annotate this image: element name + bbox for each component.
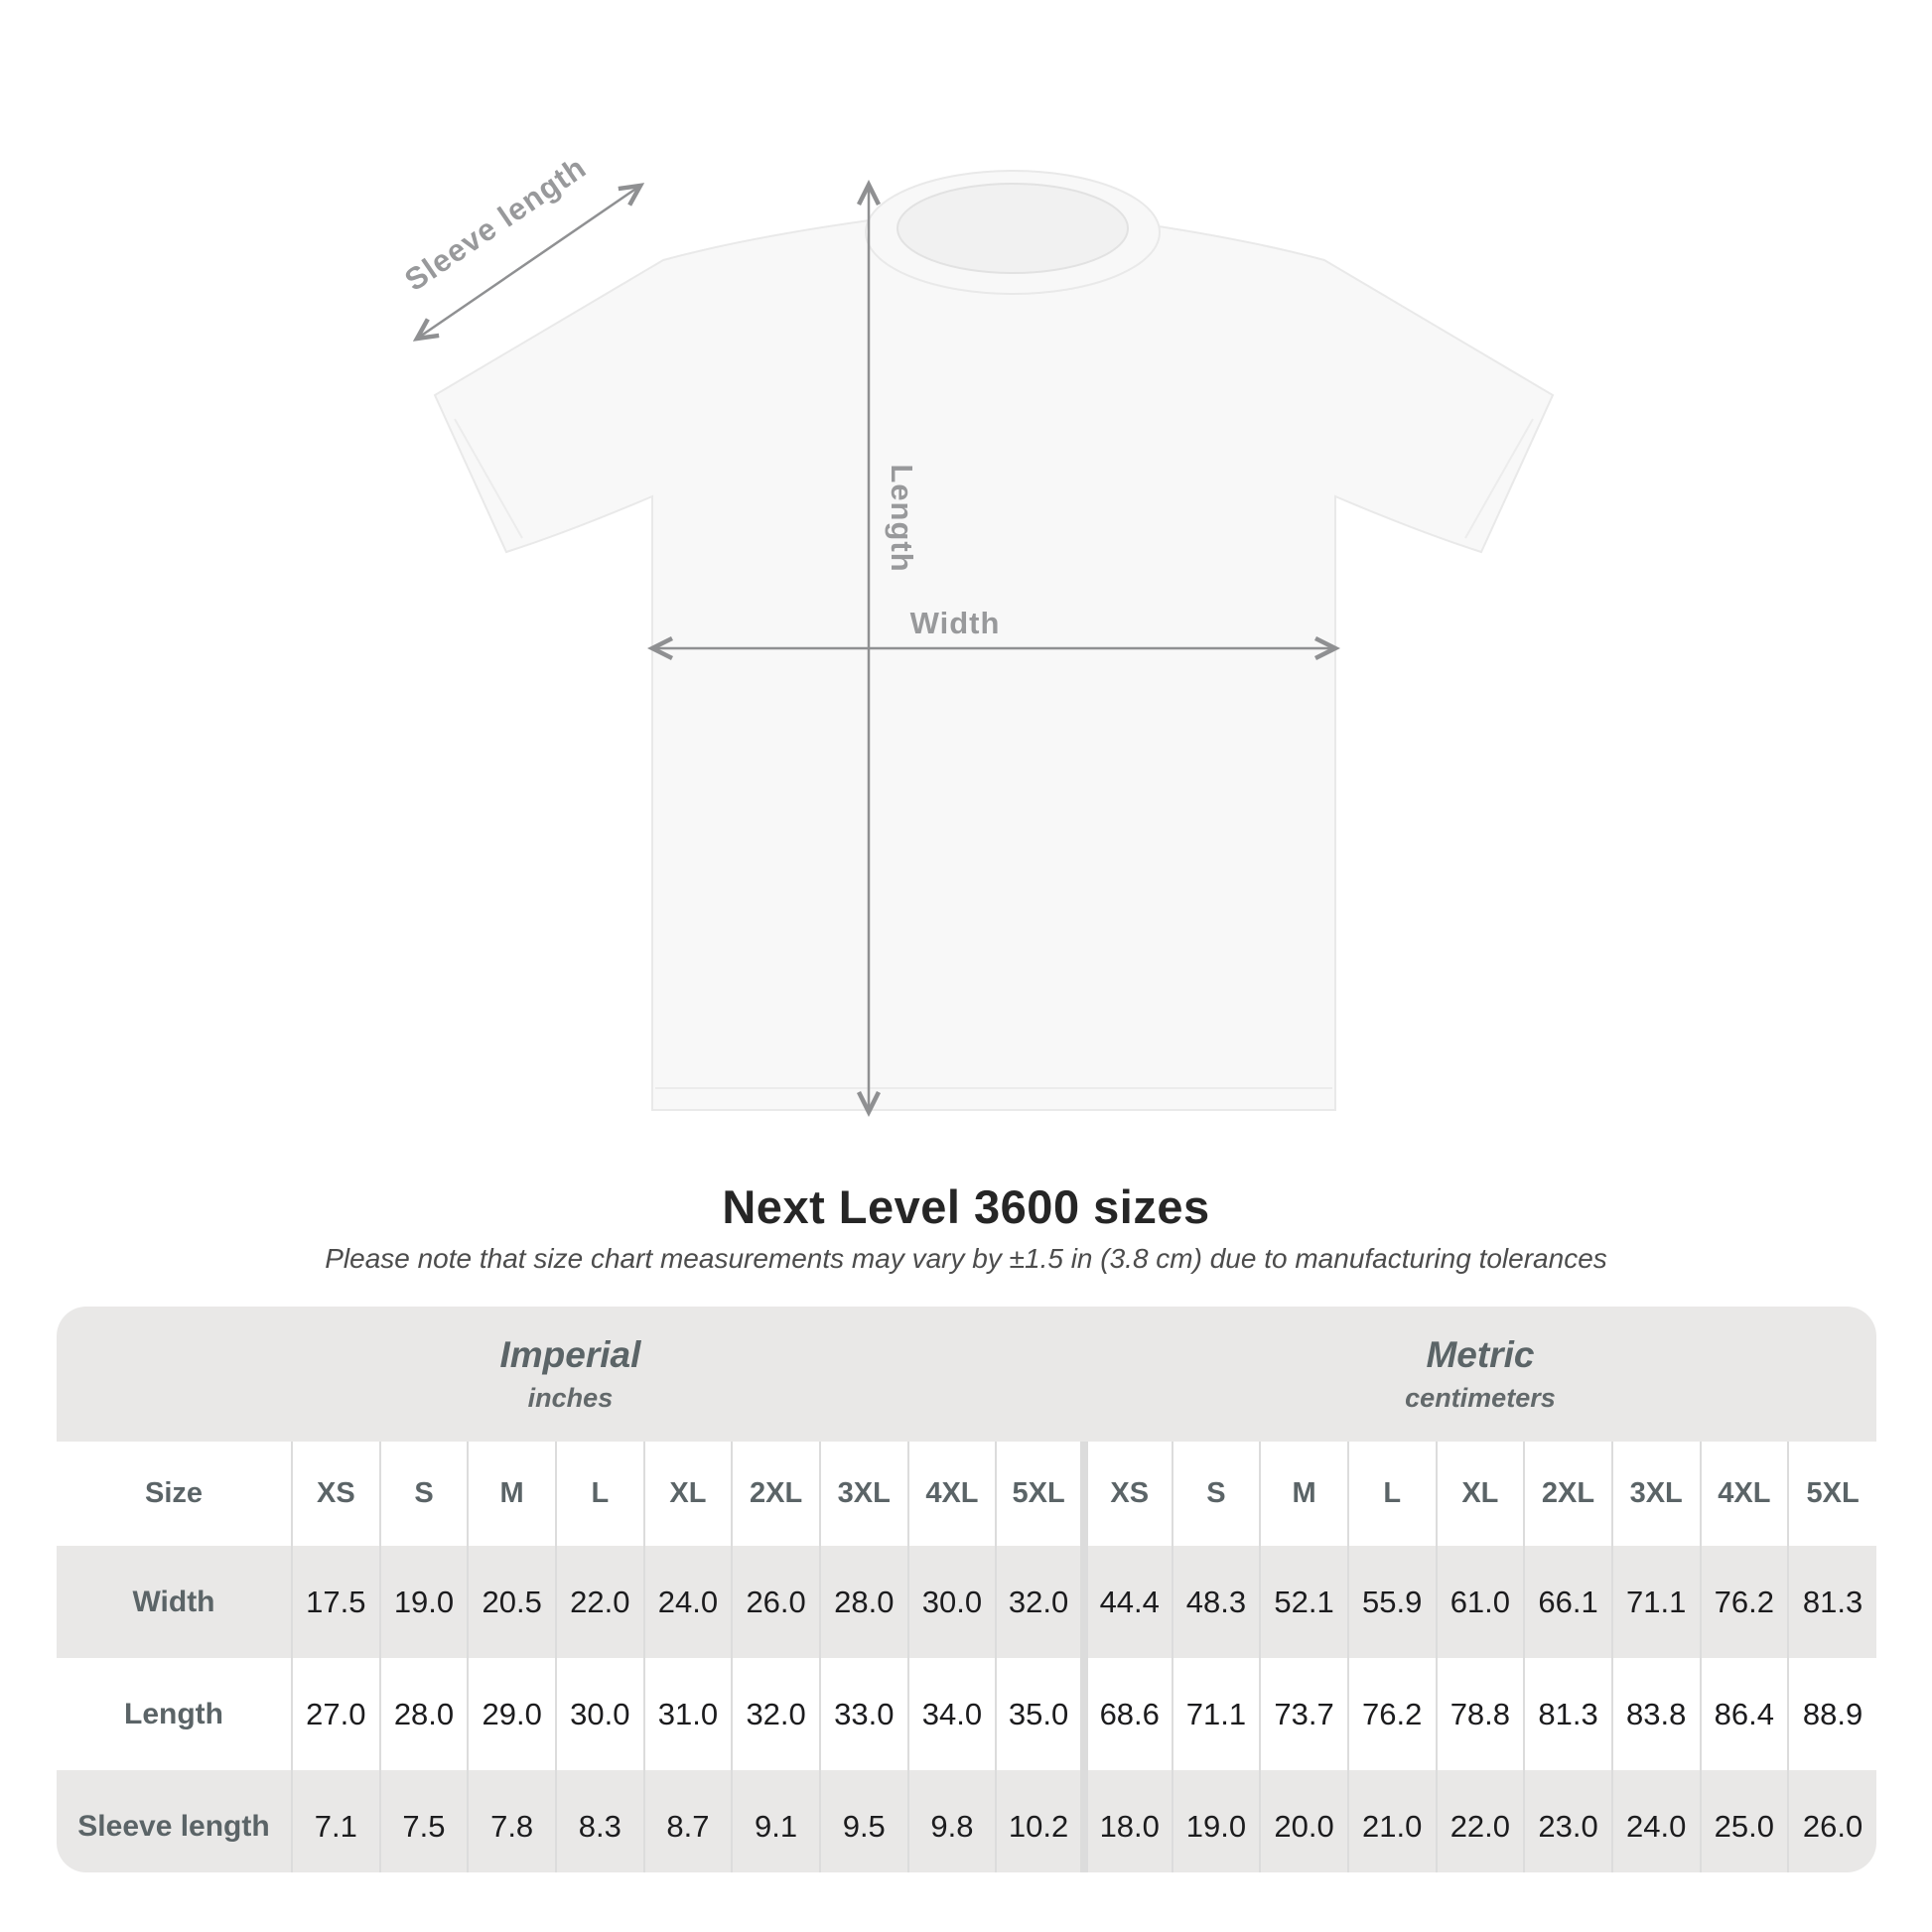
measurement-cell: 55.9: [1348, 1546, 1437, 1658]
width-label: Width: [909, 606, 1001, 640]
measurement-cell: 88.9: [1788, 1658, 1876, 1770]
size-column-header-imperial: XS: [292, 1442, 380, 1546]
size-header-row: [57, 1442, 1876, 1546]
tshirt-graphic: [435, 171, 1553, 1110]
measurement-cell: 9.5: [820, 1770, 908, 1872]
size-table: [57, 1307, 1876, 1872]
measurement-cell: 20.5: [468, 1546, 556, 1658]
size-column-header-imperial: XL: [644, 1442, 733, 1546]
measurement-cell: 25.0: [1701, 1770, 1789, 1872]
unit-group-header-row: [57, 1307, 1876, 1442]
measurement-cell: 68.6: [1084, 1658, 1173, 1770]
size-chart-table: [57, 1307, 1876, 1872]
measurement-cell: 32.0: [996, 1546, 1084, 1658]
unit-group-header-imperial: [57, 1307, 1084, 1442]
size-column-header-metric: L: [1348, 1442, 1437, 1546]
imperial-group-label: Imperial: [499, 1334, 641, 1376]
measurement-cell: 52.1: [1260, 1546, 1348, 1658]
size-column-header-imperial: 2XL: [732, 1442, 820, 1546]
page-title: Next Level 3600 sizes: [722, 1180, 1210, 1233]
measurement-cell: 29.0: [468, 1658, 556, 1770]
metric-unit-label: centimeters: [1405, 1382, 1556, 1413]
measurement-cell: 66.1: [1524, 1546, 1612, 1658]
measurement-cell: 20.0: [1260, 1770, 1348, 1872]
length-label: Length: [885, 464, 919, 573]
measurement-cell: 83.8: [1612, 1658, 1701, 1770]
measurement-cell: 22.0: [1437, 1770, 1525, 1872]
imperial-unit-label: inches: [527, 1382, 614, 1413]
measurement-cell: 33.0: [820, 1658, 908, 1770]
measurement-cell: 61.0: [1437, 1546, 1525, 1658]
measurement-cell: 8.3: [556, 1770, 644, 1872]
size-column-header-imperial: 4XL: [908, 1442, 997, 1546]
measurement-cell: 71.1: [1173, 1658, 1261, 1770]
measurement-cell: 23.0: [1524, 1770, 1612, 1872]
size-column-header-metric: 5XL: [1788, 1442, 1876, 1546]
size-column-header-metric: 4XL: [1701, 1442, 1789, 1546]
measurement-cell: 7.5: [380, 1770, 469, 1872]
measurement-cell: 19.0: [1173, 1770, 1261, 1872]
row-label: Sleeve length: [77, 1809, 270, 1843]
measurement-cell: 8.7: [644, 1770, 733, 1872]
metric-group-label: Metric: [1426, 1334, 1535, 1376]
measurement-cell: 7.8: [468, 1770, 556, 1872]
size-column-header-metric: XS: [1084, 1442, 1173, 1546]
size-row-header: Size: [57, 1442, 292, 1546]
measurement-cell: 10.2: [996, 1770, 1084, 1872]
measurement-cell: 86.4: [1701, 1658, 1789, 1770]
size-column-header-metric: 3XL: [1612, 1442, 1701, 1546]
measurement-cell: 81.3: [1788, 1546, 1876, 1658]
size-column-header-metric: 2XL: [1524, 1442, 1612, 1546]
measurement-cell: 26.0: [732, 1546, 820, 1658]
row-label: Width: [132, 1585, 215, 1618]
size-column-header-imperial: S: [380, 1442, 469, 1546]
measurement-cell: 48.3: [1173, 1546, 1261, 1658]
measurement-cell: 28.0: [380, 1658, 469, 1770]
measurement-cell: 17.5: [292, 1546, 380, 1658]
measurement-cell: 76.2: [1701, 1546, 1789, 1658]
measurement-cell: 73.7: [1260, 1658, 1348, 1770]
measurement-cell: 26.0: [1788, 1770, 1876, 1872]
tolerance-note: Please note that size chart measurements may vary by ±1.5 in (3.8 cm) due to manufacturing tolerances: [325, 1243, 1607, 1274]
measurement-cell: 7.1: [292, 1770, 380, 1872]
measurement-cell: 28.0: [820, 1546, 908, 1658]
row-label: Length: [124, 1697, 223, 1730]
measurement-cell: 44.4: [1084, 1546, 1173, 1658]
measurement-cell: 19.0: [380, 1546, 469, 1658]
measurement-cell: 78.8: [1437, 1658, 1525, 1770]
measurement-cell: 76.2: [1348, 1658, 1437, 1770]
tshirt-body-shape: [435, 210, 1553, 1110]
size-column-header-imperial: 3XL: [820, 1442, 908, 1546]
measurement-row: [57, 1658, 1876, 1770]
measurement-cell: 21.0: [1348, 1770, 1437, 1872]
size-column-header-metric: XL: [1437, 1442, 1525, 1546]
measurement-cell: 71.1: [1612, 1546, 1701, 1658]
measurement-cell: 24.0: [1612, 1770, 1701, 1872]
size-column-header-imperial: L: [556, 1442, 644, 1546]
size-column-header-metric: S: [1173, 1442, 1261, 1546]
measurement-cell: 35.0: [996, 1658, 1084, 1770]
measurement-cell: 81.3: [1524, 1658, 1612, 1770]
measurement-cell: 30.0: [556, 1658, 644, 1770]
unit-group-header-metric: [1084, 1307, 1876, 1442]
sleeve-length-label: Sleeve length: [398, 149, 593, 298]
measurement-row: [57, 1770, 1876, 1872]
size-column-header-metric: M: [1260, 1442, 1348, 1546]
measurement-cell: 31.0: [644, 1658, 733, 1770]
measurement-cell: 9.8: [908, 1770, 997, 1872]
measurement-cell: 22.0: [556, 1546, 644, 1658]
measurement-cell: 18.0: [1084, 1770, 1173, 1872]
measurement-cell: 30.0: [908, 1546, 997, 1658]
measurement-cell: 27.0: [292, 1658, 380, 1770]
measurement-cell: 9.1: [732, 1770, 820, 1872]
measurement-cell: 32.0: [732, 1658, 820, 1770]
measurement-cell: 24.0: [644, 1546, 733, 1658]
measurement-row: [57, 1546, 1876, 1658]
measurement-cell: 34.0: [908, 1658, 997, 1770]
size-column-header-imperial: M: [468, 1442, 556, 1546]
collar-inner: [897, 184, 1128, 273]
size-column-header-imperial: 5XL: [996, 1442, 1084, 1546]
